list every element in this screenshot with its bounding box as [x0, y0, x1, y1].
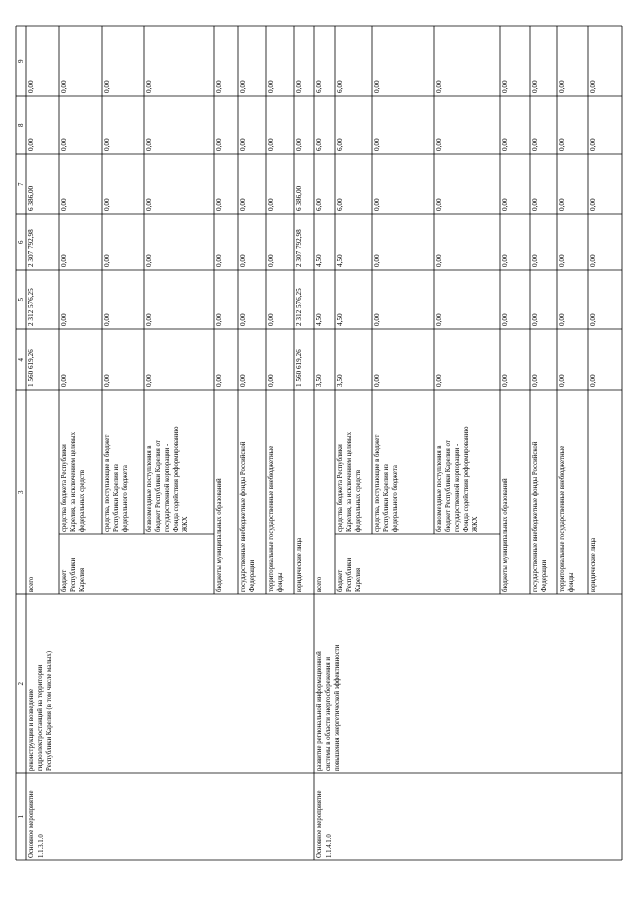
value-cell-5: 0,00 — [373, 313, 381, 326]
budget-rk-label-line: бюджет — [61, 569, 68, 592]
table-text — [17, 59, 597, 858]
source-label-line: Федерации — [249, 559, 256, 592]
value-cell-7: 0,00 — [435, 198, 443, 211]
value-cell-6: 0,00 — [60, 254, 68, 267]
measure-name-line: реконструкция и возведение — [28, 688, 35, 771]
column-number-3: 3 — [17, 490, 25, 494]
value-cell-5: 0,00 — [531, 313, 539, 326]
source-label-line: федеральных средств — [79, 469, 86, 532]
value-cell-4: 0,00 — [589, 374, 597, 387]
measure-name-line: развитие региональной информационной — [316, 651, 323, 771]
source-label-line: юридические лица — [296, 537, 303, 592]
value-cell-8: 0,00 — [589, 138, 597, 151]
value-cell-8: 0,00 — [103, 138, 111, 151]
source-label-line: средства бюджета Республики — [337, 444, 344, 532]
value-cell-7: 0,00 — [531, 198, 539, 211]
value-cell-6: 0,00 — [373, 254, 381, 267]
column-number-2: 2 — [17, 682, 25, 686]
value-cell-6: 0,00 — [215, 254, 223, 267]
source-label-line: фонды — [568, 572, 575, 592]
value-cell-8: 0,00 — [373, 138, 381, 151]
value-cell-5: 4,50 — [336, 313, 344, 326]
value-cell-9: 0,00 — [558, 80, 566, 93]
value-cell-5: 0,00 — [435, 313, 443, 326]
source-label-line: федерального бюджета — [392, 465, 399, 532]
source-label-line: федерального бюджета — [122, 465, 129, 532]
value-cell-9: 6,00 — [336, 80, 344, 93]
source-label-line: бюджеты муниципальных образований — [216, 478, 223, 592]
source-total-label: всего — [316, 576, 323, 592]
budget-rk-label-line: Республики — [70, 557, 77, 592]
value-cell-8: 0,00 — [215, 138, 223, 151]
value-cell-9: 0,00 — [589, 80, 597, 93]
value-cell-9: 0,00 — [103, 80, 111, 93]
source-label-line: Федерации — [541, 559, 548, 592]
value-cell-7: 6 386,00 — [295, 185, 303, 211]
value-cell-4: 0,00 — [215, 374, 223, 387]
value-cell-8: 6,00 — [315, 138, 323, 151]
source-label-line: средства, поступающие в бюджет — [374, 434, 381, 532]
value-cell-9: 6,00 — [315, 80, 323, 93]
value-cell-8: 0,00 — [531, 138, 539, 151]
value-cell-7: 0,00 — [267, 198, 275, 211]
source-label-line: Фонда содействия реформированию — [463, 426, 470, 532]
column-number-8: 8 — [17, 123, 25, 127]
value-cell-6: 0,00 — [435, 254, 443, 267]
value-cell-9: 0,00 — [531, 80, 539, 93]
value-cell-4: 1 560 619,26 — [27, 349, 35, 387]
source-label-line: безвозмездные поступления в — [146, 445, 153, 532]
value-cell-5: 0,00 — [558, 313, 566, 326]
value-cell-6: 0,00 — [103, 254, 111, 267]
column-number-1: 1 — [17, 815, 25, 819]
value-cell-7: 0,00 — [239, 198, 247, 211]
column-number-4: 4 — [17, 358, 25, 362]
value-cell-6: 2 307 792,98 — [27, 229, 35, 267]
value-cell-7: 0,00 — [60, 198, 68, 211]
value-cell-8: 0,00 — [267, 138, 275, 151]
source-total-label: всего — [28, 576, 35, 592]
value-cell-5: 0,00 — [103, 313, 111, 326]
value-cell-7: 0,00 — [145, 198, 153, 211]
value-cell-5: 0,00 — [145, 313, 153, 326]
value-cell-9: 0,00 — [27, 80, 35, 93]
source-label-line: государственные внебюджетные фонды Российской — [532, 441, 539, 592]
source-label-line: федеральных средств — [355, 469, 362, 532]
value-cell-8: 0,00 — [295, 138, 303, 151]
value-cell-5: 4,50 — [315, 313, 323, 326]
source-label-line: средства бюджета Республики — [61, 444, 68, 532]
value-cell-6: 2 307 792,98 — [295, 229, 303, 267]
measure-type-label: Основное мероприятие — [316, 790, 323, 858]
value-cell-4: 0,00 — [435, 374, 443, 387]
value-cell-8: 0,00 — [145, 138, 153, 151]
value-cell-7: 0,00 — [501, 198, 509, 211]
value-cell-6: 0,00 — [267, 254, 275, 267]
value-cell-8: 0,00 — [435, 138, 443, 151]
budget-rk-label-line: Республики — [346, 557, 353, 592]
source-label-line: государственной корпорации - — [164, 443, 171, 532]
value-cell-5: 2 312 576,25 — [295, 288, 303, 326]
source-label-line: бюджет Республики Карелия от — [155, 440, 162, 532]
value-cell-7: 6,00 — [336, 198, 344, 211]
measure-name-line: гидроэлектростанций на территории — [37, 664, 44, 771]
source-label-line: Республики Карелия из — [383, 464, 390, 532]
value-cell-8: 6,00 — [336, 138, 344, 151]
source-label-line: территориальные государственные внебюджетные — [268, 445, 275, 592]
value-cell-7: 0,00 — [103, 198, 111, 211]
value-cell-4: 0,00 — [239, 374, 247, 387]
measure-code: 1.1.4.1.0 — [326, 834, 333, 858]
value-cell-7: 6,00 — [315, 198, 323, 211]
value-cell-4: 0,00 — [267, 374, 275, 387]
budget-rk-label-line: Карелия — [355, 567, 362, 592]
value-cell-9: 0,00 — [373, 80, 381, 93]
column-number-7: 7 — [17, 182, 25, 186]
value-cell-9: 0,00 — [435, 80, 443, 93]
source-label-line: бюджет Республики Карелия от — [445, 440, 452, 532]
value-cell-5: 2 312 576,25 — [27, 288, 35, 326]
value-cell-9: 0,00 — [60, 80, 68, 93]
value-cell-5: 0,00 — [60, 313, 68, 326]
value-cell-4: 0,00 — [558, 374, 566, 387]
value-cell-9: 0,00 — [145, 80, 153, 93]
value-cell-6: 0,00 — [145, 254, 153, 267]
source-label-line: Республики Карелия из — [113, 464, 120, 532]
source-label-line: ЖКХ — [472, 516, 479, 532]
measure-name-line: повышения энергетической эффективности — [334, 644, 341, 771]
value-cell-9: 0,00 — [267, 80, 275, 93]
value-cell-4: 0,00 — [501, 374, 509, 387]
value-cell-4: 0,00 — [373, 374, 381, 387]
source-label-line: территориальные государственные внебюджетные — [559, 445, 566, 592]
source-label-line: безвозмездные поступления в — [436, 445, 443, 532]
value-cell-5: 0,00 — [215, 313, 223, 326]
value-cell-6: 0,00 — [589, 254, 597, 267]
measure-code: 1.1.3.1.0 — [38, 834, 45, 858]
measure-name-line: Республики Карелия (в том числе малых) — [46, 651, 53, 771]
measure-type-label: Основное мероприятие — [28, 790, 35, 858]
value-cell-9: 0,00 — [501, 80, 509, 93]
value-cell-5: 0,00 — [589, 313, 597, 326]
value-cell-8: 0,00 — [27, 138, 35, 151]
value-cell-6: 0,00 — [501, 254, 509, 267]
value-cell-8: 0,00 — [60, 138, 68, 151]
budget-rk-label-line: Карелия — [79, 567, 86, 592]
value-cell-4: 1 560 619,26 — [295, 349, 303, 387]
value-cell-9: 0,00 — [215, 80, 223, 93]
value-cell-7: 0,00 — [215, 198, 223, 211]
value-cell-6: 0,00 — [558, 254, 566, 267]
source-label-line: бюджеты муниципальных образований — [502, 478, 509, 592]
value-cell-4: 0,00 — [103, 374, 111, 387]
value-cell-8: 0,00 — [239, 138, 247, 151]
value-cell-6: 4,50 — [315, 254, 323, 267]
source-label-line: государственные внебюджетные фонды Российской — [240, 441, 247, 592]
source-label-line: юридические лица — [590, 537, 597, 592]
value-cell-7: 0,00 — [373, 198, 381, 211]
value-cell-6: 4,50 — [336, 254, 344, 267]
source-label-line: средства, поступающие в бюджет — [104, 434, 111, 532]
measure-name-line: системы в области энергосбережения и — [325, 657, 332, 771]
value-cell-6: 0,00 — [239, 254, 247, 267]
value-cell-4: 0,00 — [145, 374, 153, 387]
value-cell-7: 0,00 — [558, 198, 566, 211]
value-cell-4: 0,00 — [60, 374, 68, 387]
value-cell-9: 0,00 — [239, 80, 247, 93]
value-cell-8: 0,00 — [558, 138, 566, 151]
source-label-line: фонды — [277, 572, 284, 592]
value-cell-9: 0,00 — [295, 80, 303, 93]
column-number-5: 5 — [17, 298, 25, 302]
value-cell-5: 0,00 — [239, 313, 247, 326]
column-number-9: 9 — [17, 59, 25, 63]
value-cell-4: 3,50 — [336, 374, 344, 387]
source-label-line: Карелия, за исключением целевых — [346, 432, 353, 532]
source-label-line: ЖКХ — [182, 516, 189, 532]
column-number-6: 6 — [17, 240, 25, 244]
value-cell-5: 0,00 — [501, 313, 509, 326]
value-cell-7: 6 386,00 — [27, 185, 35, 211]
value-cell-5: 0,00 — [267, 313, 275, 326]
value-cell-8: 0,00 — [501, 138, 509, 151]
value-cell-4: 3,50 — [315, 374, 323, 387]
source-label-line: государственной корпорации - — [454, 443, 461, 532]
source-label-line: Фонда содействия реформированию — [173, 426, 180, 532]
value-cell-7: 0,00 — [589, 198, 597, 211]
value-cell-4: 0,00 — [531, 374, 539, 387]
value-cell-6: 0,00 — [531, 254, 539, 267]
budget-rk-label-line: бюджет — [337, 569, 344, 592]
source-label-line: Карелия, за исключением целевых — [70, 432, 77, 532]
